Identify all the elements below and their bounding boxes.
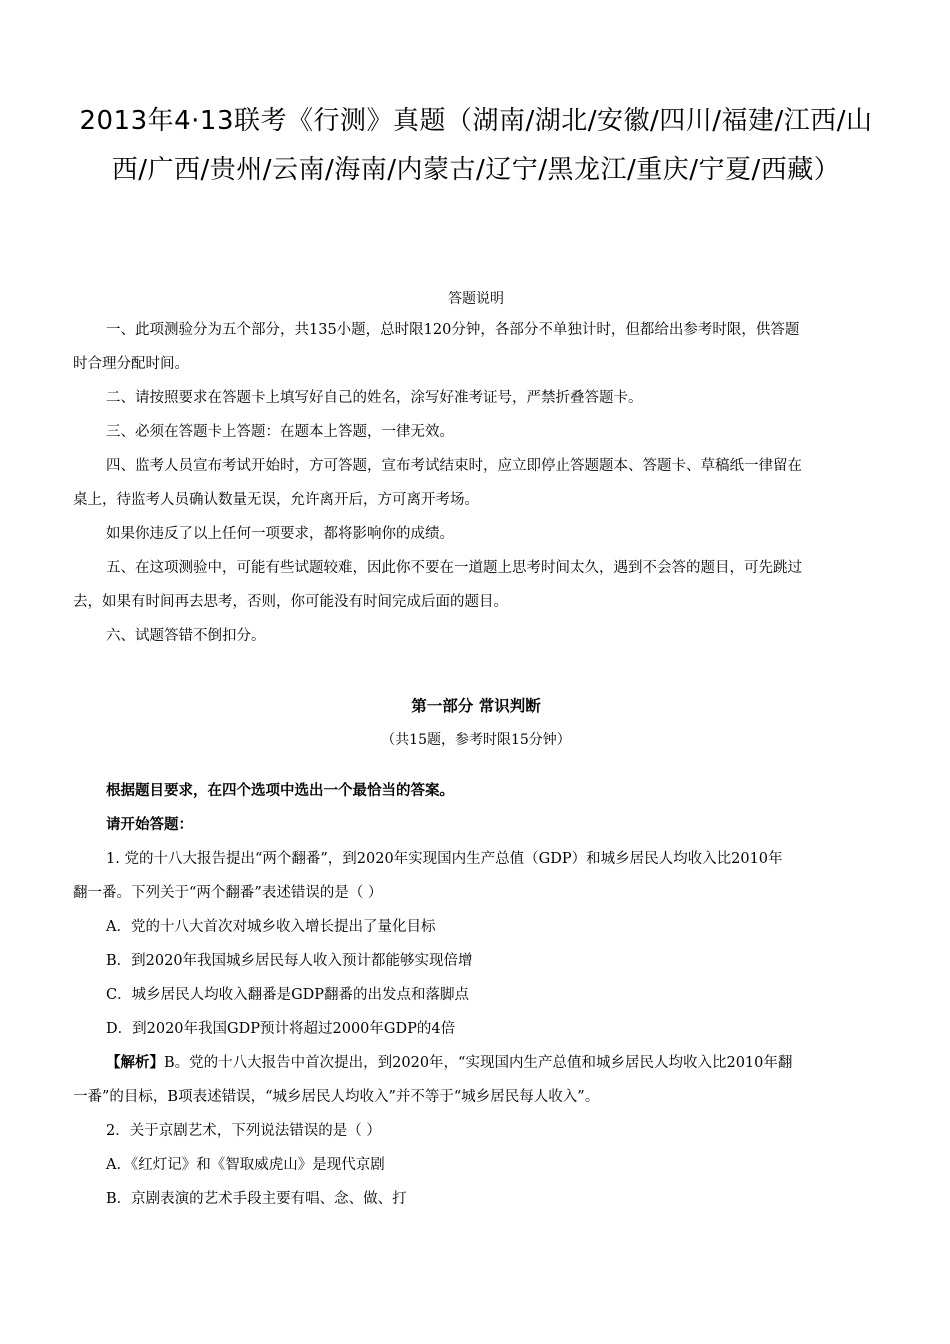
page-title: 2013年4·13联考《行测》真题（湖南/湖北/安徽/四川/福建/江西/山西/广西/贵州/云南/海南/内蒙古/辽宁/黑龙江/重庆/宁夏/西藏）: [79, 106, 873, 185]
question-1-stem-line-2: 翻一番。下列关于“两个翻番”表述错误的是（ ）: [73, 885, 383, 901]
question-1-analysis-line-2: 一番”的目标，B项表述错误，“城乡居民人均收入”并不等于“城乡居民每人收入”。: [73, 1089, 600, 1105]
section-directive: 根据题目要求，在四个选项中选出一个最恰当的答案。: [106, 783, 454, 799]
instruction-item-4-line-1: 四、监考人员宣布考试开始时，方可答题，宣布考试结束时，应立即停止答题题本、答题卡、草稿纸一律留在: [106, 458, 802, 474]
question-1-option-a: A．党的十八大首次对城乡收入增长提出了量化目标: [106, 919, 436, 935]
question-1-option-d: D．到2020年我国GDP预计将超过2000年GDP的4倍: [106, 1021, 456, 1037]
question-1-option-b: B．到2020年我国城乡居民每人收入预计都能够实现倍增: [106, 953, 473, 969]
instruction-item-2: 二、请按照要求在答题卡上填写好自己的姓名，涂写好准考证号，严禁折叠答题卡。: [106, 390, 643, 406]
question-1-stem-line-1: 1. 党的十八大报告提出“两个翻番”，到2020年实现国内生产总值（GDP）和城乡居民人均收入比2010年: [106, 851, 783, 867]
instruction-item-1-line-2: 时合理分配时间。: [73, 356, 189, 372]
start-prompt: 请开始答题：: [106, 817, 193, 833]
instructions-heading: 答题说明: [448, 291, 504, 307]
instruction-warning: 如果你违反了以上任何一项要求，都将影响你的成绩。: [106, 526, 454, 542]
question-2-stem: 2．关于京剧艺术，下列说法错误的是（ ）: [106, 1123, 381, 1139]
instruction-item-5-line-1: 五、在这项测验中，可能有些试题较难，因此你不要在一道题上思考时间太久，遇到不会答的题目，可先跳过: [106, 560, 802, 576]
section-subtitle: （共15题，参考时限15分钟）: [381, 732, 571, 748]
question-2-option-b: B．京剧表演的艺术手段主要有唱、念、做、打: [106, 1191, 407, 1207]
instruction-item-3: 三、必须在答题卡上答题：在题本上答题，一律无效。: [106, 424, 454, 440]
analysis-text: B。党的十八大报告中首次提出，到2020年，“实现国内生产总值和城乡居民人均收入比2010年翻: [164, 1055, 793, 1071]
section-title: 第一部分 常识判断: [411, 696, 541, 715]
question-1-analysis-line-1: [73, 1046, 879, 1080]
instruction-item-6: 六、试题答错不倒扣分。: [106, 628, 266, 644]
question-1-option-c: C．城乡居民人均收入翻番是GDP翻番的出发点和落脚点: [106, 987, 470, 1003]
instruction-item-1-line-1: 一、此项测验分为五个部分，共135小题，总时限120分钟，各部分不单独计时，但都给出参考时限，供答题: [106, 322, 800, 338]
question-2-option-a: A．《红灯记》和《智取威虎山》是现代京剧: [106, 1157, 385, 1173]
instruction-item-4-line-2: 桌上，待监考人员确认数量无误，允许离开后，方可离开考场。: [73, 492, 479, 508]
instruction-item-5-line-2: 去，如果有时间再去思考，否则，你可能没有时间完成后面的题目。: [73, 594, 508, 610]
analysis-label: 【解析】: [106, 1054, 164, 1071]
